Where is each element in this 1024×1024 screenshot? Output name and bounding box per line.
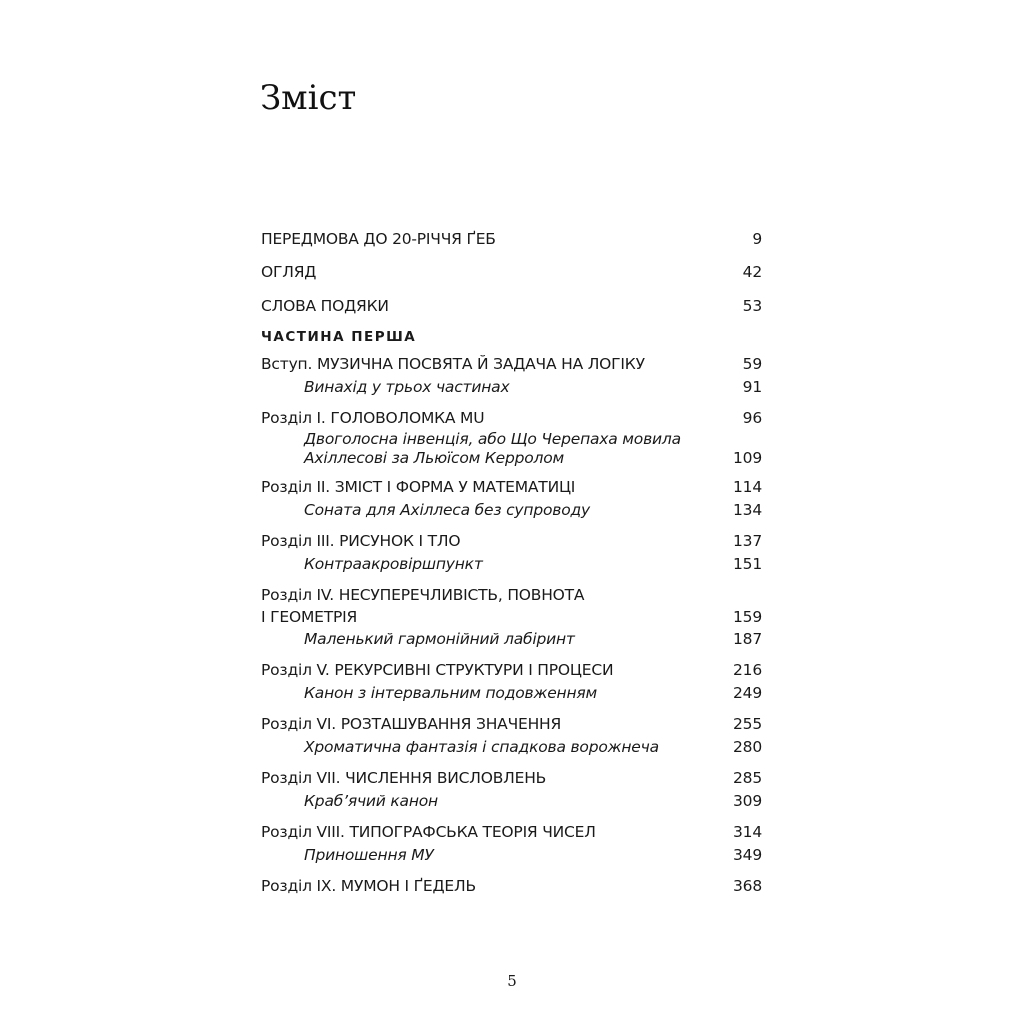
toc-dialogue-row[interactable] bbox=[261, 376, 762, 399]
toc-chapter-9 bbox=[261, 875, 762, 898]
chapter-label: Розділ IX. МУМОН І ҐЕДЕЛЬ bbox=[261, 876, 476, 895]
chapter-label: Розділ ІІ. ЗМІСТ І ФОРМА У МАТЕМАТИЦІ bbox=[261, 477, 576, 496]
toc-chapter-row[interactable] bbox=[261, 875, 762, 898]
toc-chapter-1 bbox=[261, 407, 762, 468]
toc-chapter-2 bbox=[261, 476, 762, 522]
dialogue-label: Маленький гармонійний лабіринт bbox=[304, 629, 575, 648]
toc-dialogue-row[interactable] bbox=[261, 682, 762, 705]
dialogue-label-line1: Двоголосна інвенція, або Що Черепаха мовила bbox=[304, 429, 681, 448]
chapter-label-line1: Розділ IV. НЕСУПЕРЕЧЛИВІСТЬ, ПОВНОТА bbox=[261, 585, 585, 604]
toc-dialogue-row[interactable] bbox=[261, 628, 762, 651]
toc-chapter-6 bbox=[261, 713, 762, 759]
toc-dialogue-row[interactable] bbox=[261, 736, 762, 759]
dialogue-page: 109 bbox=[733, 448, 762, 467]
toc-chapter-intro bbox=[261, 353, 762, 399]
dialogue-page: 280 bbox=[733, 737, 762, 756]
dialogue-label: Приношення MУ bbox=[304, 845, 434, 864]
dialogue-page: 309 bbox=[733, 791, 762, 810]
toc-entry-acknowledgements[interactable] bbox=[261, 284, 762, 318]
chapter-page: 314 bbox=[733, 822, 762, 841]
chapter-label: Розділ VІІ. ЧИСЛЕННЯ ВИСЛОВЛЕНЬ bbox=[261, 768, 547, 787]
chapter-page: 114 bbox=[733, 477, 762, 496]
toc-entry-foreword[interactable] bbox=[261, 217, 762, 251]
chapter-label: Розділ ІІІ. РИСУНОК І ТЛО bbox=[261, 531, 461, 550]
toc-chapter-row[interactable] bbox=[261, 659, 762, 682]
chapter-page: 159 bbox=[733, 607, 762, 626]
toc-chapter-row[interactable] bbox=[261, 767, 762, 790]
dialogue-page: 349 bbox=[733, 845, 762, 864]
toc-entry-page: 53 bbox=[742, 296, 762, 315]
toc-chapter-row[interactable] bbox=[261, 713, 762, 736]
chapter-page: 59 bbox=[742, 354, 762, 373]
toc-chapter-row[interactable] bbox=[261, 821, 762, 844]
dialogue-page: 151 bbox=[733, 554, 762, 573]
chapter-page: 216 bbox=[733, 660, 762, 679]
chapter-label: Розділ V. РЕКУРСИВНІ СТРУКТУРИ І ПРОЦЕСИ bbox=[261, 660, 614, 679]
toc-dialogue-row[interactable] bbox=[261, 499, 762, 522]
dialogue-label: Контраакровіршпункт bbox=[304, 554, 483, 573]
toc-dialogue-row[interactable] bbox=[261, 844, 762, 867]
dialogue-label: Винахід у трьох частинах bbox=[304, 377, 510, 396]
toc-chapter-5 bbox=[261, 659, 762, 705]
part-heading: ЧАСТИНА ПЕРША bbox=[261, 328, 417, 345]
dialogue-page: 91 bbox=[742, 377, 762, 396]
toc-chapter-row[interactable] bbox=[261, 407, 762, 430]
chapter-page: 255 bbox=[733, 714, 762, 733]
toc-chapter-8 bbox=[261, 821, 762, 867]
toc-chapter-3 bbox=[261, 530, 762, 576]
toc-chapter-row[interactable] bbox=[261, 584, 762, 628]
chapter-page: 137 bbox=[733, 531, 762, 550]
toc-entry-label: ОГЛЯД bbox=[261, 263, 317, 281]
toc-dialogue-row[interactable] bbox=[261, 553, 762, 576]
toc-chapter-7 bbox=[261, 767, 762, 813]
toc-entry-label: СЛОВА ПОДЯКИ bbox=[261, 296, 389, 315]
toc-dialogue-row[interactable] bbox=[261, 790, 762, 813]
toc-chapter-4 bbox=[261, 584, 762, 651]
chapter-label: Розділ І. ГОЛОВОЛОМКА MU bbox=[261, 408, 485, 427]
dialogue-page: 187 bbox=[733, 629, 762, 648]
chapter-page: 368 bbox=[733, 876, 762, 895]
toc-entry-page: 9 bbox=[752, 229, 762, 248]
chapter-label: Розділ VІ. РОЗТАШУВАННЯ ЗНАЧЕННЯ bbox=[261, 714, 562, 733]
chapter-page: 96 bbox=[742, 408, 762, 427]
table-of-contents bbox=[261, 217, 762, 898]
page-title: Зміст bbox=[260, 78, 357, 118]
page-number: 5 bbox=[507, 972, 517, 990]
chapter-label: Вступ. МУЗИЧНА ПОСВЯТА Й ЗАДАЧА НА ЛОГІКУ bbox=[261, 354, 645, 373]
chapter-label: Розділ VІІІ. ТИПОГРАФСЬКА ТЕОРІЯ ЧИСЕЛ bbox=[261, 822, 596, 841]
dialogue-label: Соната для Ахіллеса без супроводу bbox=[304, 500, 590, 519]
dialogue-label: Краб’ячий канон bbox=[304, 791, 438, 810]
dialogue-label-line2: Ахіллесові за Льюїсом Керролом bbox=[304, 448, 565, 467]
dialogue-page: 249 bbox=[733, 683, 762, 702]
toc-entry-label: ПЕРЕДМОВА ДО 20-РІЧЧЯ ҐЕБ bbox=[261, 229, 496, 248]
dialogue-label: Хроматична фантазія і спадкова ворожнеча bbox=[304, 737, 659, 756]
chapter-label-line2: І ГЕОМЕТРІЯ bbox=[261, 607, 358, 626]
chapter-page: 285 bbox=[733, 768, 762, 787]
toc-entry-page: 42 bbox=[742, 263, 762, 281]
dialogue-label: Канон з інтервальним подовженням bbox=[304, 683, 598, 702]
toc-entry-overview[interactable] bbox=[261, 251, 762, 285]
toc-chapter-row[interactable] bbox=[261, 353, 762, 376]
toc-dialogue-row[interactable] bbox=[261, 430, 762, 468]
toc-chapter-row[interactable] bbox=[261, 530, 762, 553]
toc-chapter-row[interactable] bbox=[261, 476, 762, 499]
dialogue-page: 134 bbox=[733, 500, 762, 519]
